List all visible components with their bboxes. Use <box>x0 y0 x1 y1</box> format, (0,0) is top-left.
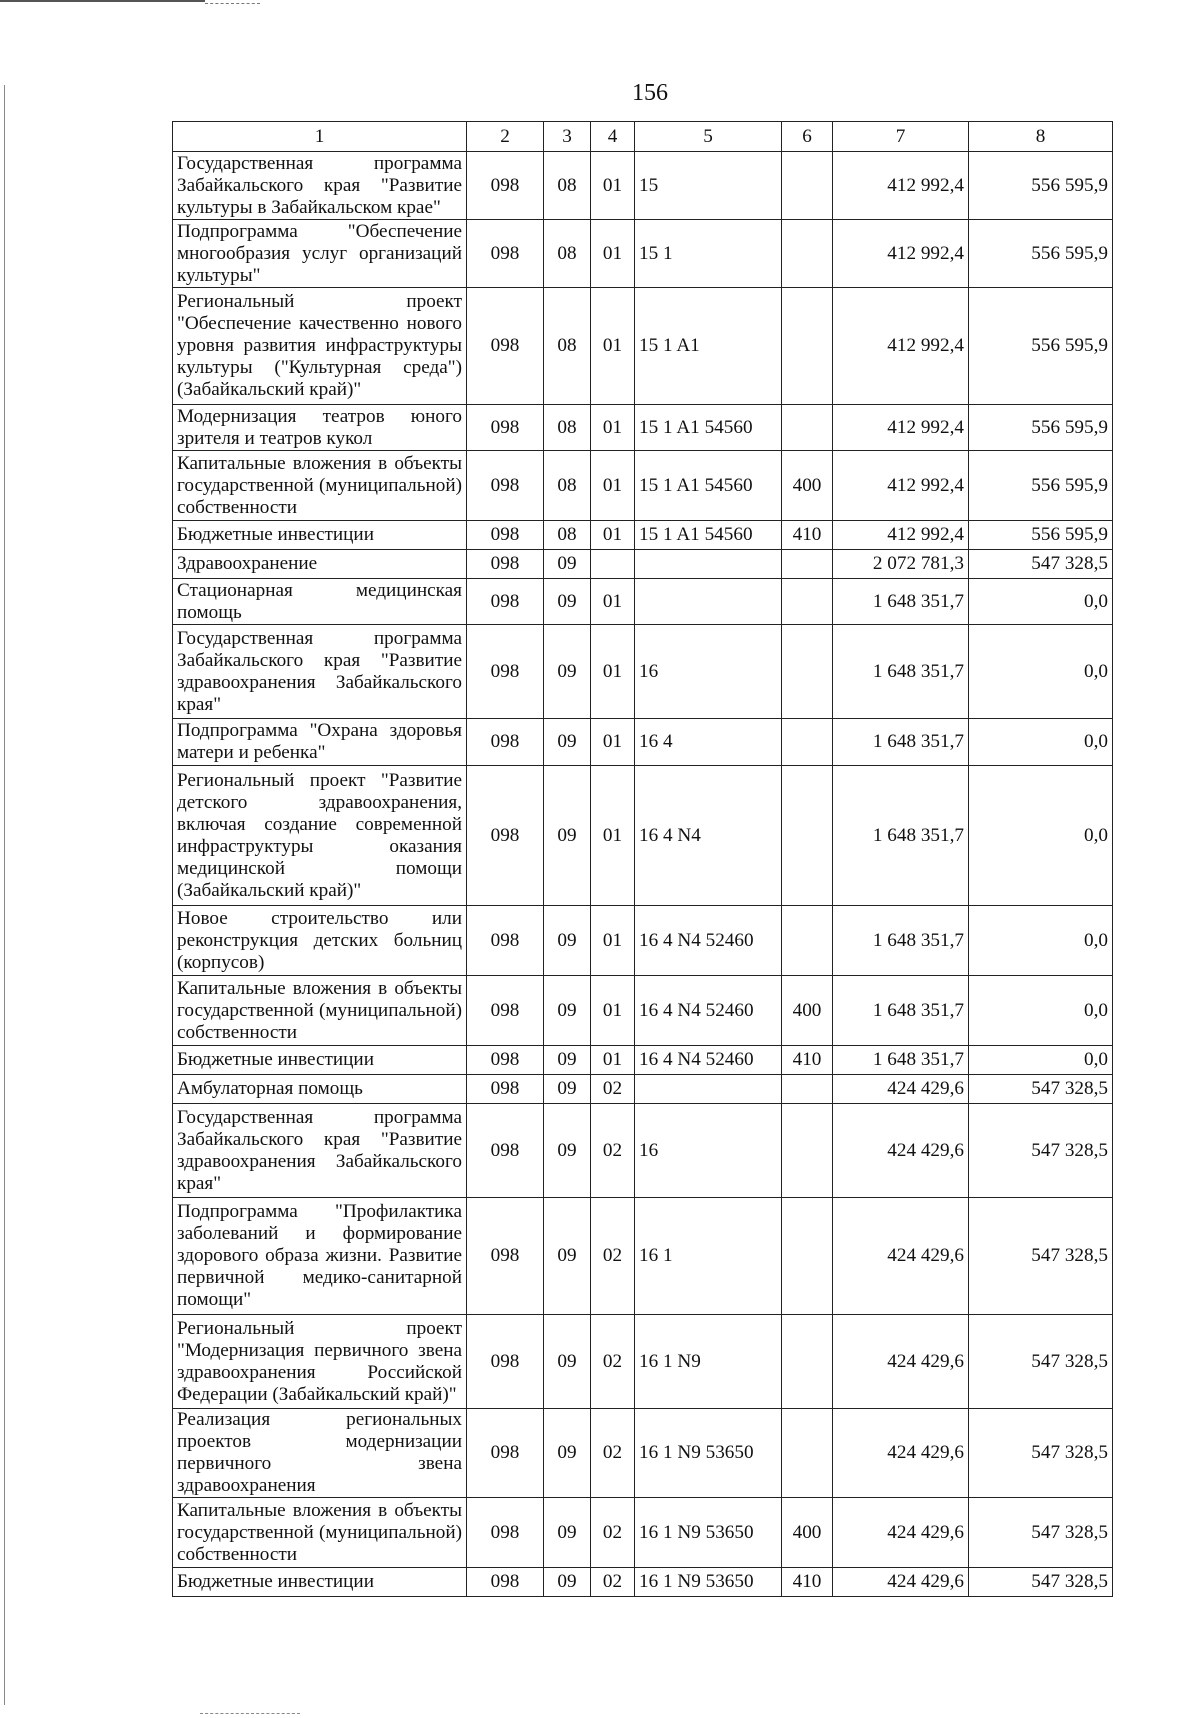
cell-col7: 424 429,6 <box>833 1104 969 1198</box>
cell-col3: 08 <box>544 521 591 550</box>
table-row <box>173 1104 1113 1198</box>
cell-col3: 09 <box>544 1075 591 1104</box>
cell-col4: 01 <box>591 220 635 288</box>
cell-col5: 15 <box>635 152 782 220</box>
cell-col5: 16 1 N9 53650 <box>635 1568 782 1597</box>
cell-col8: 0,0 <box>969 766 1113 906</box>
cell-col7: 1 648 351,7 <box>833 1046 969 1075</box>
column-header: 8 <box>969 122 1113 152</box>
table-row <box>173 1198 1113 1315</box>
cell-col6 <box>782 550 833 579</box>
cell-col2: 098 <box>467 451 544 521</box>
table-row <box>173 719 1113 766</box>
cell-col2: 098 <box>467 625 544 719</box>
cell-col8: 0,0 <box>969 1046 1113 1075</box>
cell-col5: 16 <box>635 625 782 719</box>
row-name: Подпрограмма "Охрана здоровья матери и ребенка" <box>173 719 467 766</box>
cell-col3: 09 <box>544 550 591 579</box>
cell-col6 <box>782 152 833 220</box>
cell-col6: 410 <box>782 521 833 550</box>
cell-col3: 08 <box>544 220 591 288</box>
row-name: Амбулаторная помощь <box>173 1075 467 1104</box>
row-name: Реализация региональных проектов модернизации первичного звена здравоохранения <box>173 1409 467 1498</box>
row-name: Подпрограмма "Обеспечение многообразия услуг организаций культуры" <box>173 220 467 288</box>
cell-col5: 16 4 N4 52460 <box>635 976 782 1046</box>
cell-col2: 098 <box>467 288 544 405</box>
table-row <box>173 405 1113 451</box>
cell-col7: 424 429,6 <box>833 1409 969 1498</box>
cell-col3: 08 <box>544 451 591 521</box>
cell-col8: 547 328,5 <box>969 1075 1113 1104</box>
table-row <box>173 906 1113 976</box>
row-name: Государственная программа Забайкальского края "Развитие здравоохранения Забайкальского края" <box>173 1104 467 1198</box>
cell-col6: 400 <box>782 451 833 521</box>
column-header: 1 <box>173 122 467 152</box>
cell-col8: 0,0 <box>969 906 1113 976</box>
cell-col6 <box>782 1075 833 1104</box>
cell-col4: 02 <box>591 1198 635 1315</box>
cell-col2: 098 <box>467 1104 544 1198</box>
column-header: 6 <box>782 122 833 152</box>
row-name: Капитальные вложения в объекты государственной (муниципальной) собственности <box>173 451 467 521</box>
cell-col8: 0,0 <box>969 976 1113 1046</box>
cell-col5: 16 1 N9 53650 <box>635 1409 782 1498</box>
cell-col6 <box>782 220 833 288</box>
cell-col8: 556 595,9 <box>969 521 1113 550</box>
cell-col8: 547 328,5 <box>969 1498 1113 1568</box>
cell-col3: 09 <box>544 1498 591 1568</box>
cell-col6 <box>782 1315 833 1409</box>
table-row <box>173 521 1113 550</box>
cell-col4: 01 <box>591 288 635 405</box>
row-name: Региональный проект "Обеспечение качественно нового уровня развития инфраструктуры культуры ("Культурная среда") (Забайкальский край)" <box>173 288 467 405</box>
cell-col2: 098 <box>467 579 544 625</box>
row-name: Стационарная медицинская помощь <box>173 579 467 625</box>
cell-col8: 0,0 <box>969 625 1113 719</box>
row-name: Государственная программа Забайкальского края "Развитие здравоохранения Забайкальского края" <box>173 625 467 719</box>
scan-edge-left <box>4 85 5 1705</box>
cell-col4 <box>591 550 635 579</box>
cell-col5: 16 <box>635 1104 782 1198</box>
cell-col2: 098 <box>467 906 544 976</box>
cell-col7: 424 429,6 <box>833 1568 969 1597</box>
cell-col6 <box>782 288 833 405</box>
cell-col7: 412 992,4 <box>833 521 969 550</box>
cell-col5: 16 1 N9 53650 <box>635 1498 782 1568</box>
cell-col7: 412 992,4 <box>833 220 969 288</box>
cell-col4: 02 <box>591 1315 635 1409</box>
cell-col3: 09 <box>544 625 591 719</box>
table-row <box>173 550 1113 579</box>
cell-col6 <box>782 625 833 719</box>
cell-col8: 547 328,5 <box>969 1409 1113 1498</box>
cell-col2: 098 <box>467 152 544 220</box>
cell-col8: 547 328,5 <box>969 1198 1113 1315</box>
page-number: 156 <box>632 80 668 106</box>
row-name: Капитальные вложения в объекты государственной (муниципальной) собственности <box>173 1498 467 1568</box>
cell-col5: 15 1 A1 54560 <box>635 521 782 550</box>
cell-col7: 2 072 781,3 <box>833 550 969 579</box>
cell-col7: 1 648 351,7 <box>833 579 969 625</box>
cell-col7: 412 992,4 <box>833 405 969 451</box>
cell-col6 <box>782 1198 833 1315</box>
table-row <box>173 220 1113 288</box>
table-row <box>173 288 1113 405</box>
cell-col2: 098 <box>467 220 544 288</box>
cell-col3: 09 <box>544 1315 591 1409</box>
row-name: Бюджетные инвестиции <box>173 1568 467 1597</box>
cell-col6 <box>782 1409 833 1498</box>
cell-col4: 01 <box>591 976 635 1046</box>
cell-col2: 098 <box>467 766 544 906</box>
cell-col7: 424 429,6 <box>833 1075 969 1104</box>
cell-col4: 01 <box>591 766 635 906</box>
cell-col2: 098 <box>467 1315 544 1409</box>
cell-col4: 02 <box>591 1409 635 1498</box>
table-row <box>173 1315 1113 1409</box>
cell-col4: 02 <box>591 1075 635 1104</box>
cell-col3: 09 <box>544 719 591 766</box>
row-name: Бюджетные инвестиции <box>173 521 467 550</box>
cell-col4: 01 <box>591 405 635 451</box>
cell-col6: 410 <box>782 1568 833 1597</box>
cell-col8: 547 328,5 <box>969 1568 1113 1597</box>
scan-edge-top-dashed <box>205 3 260 4</box>
cell-col5 <box>635 550 782 579</box>
cell-col3: 08 <box>544 288 591 405</box>
row-name: Государственная программа Забайкальского края "Развитие культуры в Забайкальском крае" <box>173 152 467 220</box>
cell-col6 <box>782 766 833 906</box>
table-row <box>173 1046 1113 1075</box>
cell-col2: 098 <box>467 1198 544 1315</box>
cell-col7: 424 429,6 <box>833 1498 969 1568</box>
table-row <box>173 1498 1113 1568</box>
cell-col8: 547 328,5 <box>969 550 1113 579</box>
cell-col2: 098 <box>467 976 544 1046</box>
table-header-row <box>173 122 1113 152</box>
cell-col3: 09 <box>544 1104 591 1198</box>
cell-col3: 09 <box>544 906 591 976</box>
cell-col6 <box>782 405 833 451</box>
cell-col5: 16 4 <box>635 719 782 766</box>
cell-col3: 09 <box>544 579 591 625</box>
cell-col7: 1 648 351,7 <box>833 766 969 906</box>
budget-table <box>172 121 1113 1597</box>
cell-col6: 400 <box>782 1498 833 1568</box>
cell-col8: 547 328,5 <box>969 1104 1113 1198</box>
cell-col7: 1 648 351,7 <box>833 976 969 1046</box>
cell-col2: 098 <box>467 1409 544 1498</box>
cell-col5: 16 1 <box>635 1198 782 1315</box>
row-name: Модернизация театров юного зрителя и театров кукол <box>173 405 467 451</box>
cell-col7: 424 429,6 <box>833 1315 969 1409</box>
cell-col8: 0,0 <box>969 719 1113 766</box>
row-name: Капитальные вложения в объекты государственной (муниципальной) собственности <box>173 976 467 1046</box>
table-row <box>173 976 1113 1046</box>
row-name: Региональный проект "Модернизация первичного звена здравоохранения Российской Федерации (Забайкальский край)" <box>173 1315 467 1409</box>
cell-col5 <box>635 579 782 625</box>
column-header: 4 <box>591 122 635 152</box>
cell-col6: 410 <box>782 1046 833 1075</box>
cell-col8: 556 595,9 <box>969 451 1113 521</box>
scan-edge-bottom <box>200 1713 300 1714</box>
row-name: Бюджетные инвестиции <box>173 1046 467 1075</box>
cell-col4: 02 <box>591 1498 635 1568</box>
cell-col4: 01 <box>591 521 635 550</box>
cell-col4: 01 <box>591 625 635 719</box>
cell-col2: 098 <box>467 719 544 766</box>
cell-col7: 1 648 351,7 <box>833 906 969 976</box>
cell-col2: 098 <box>467 1498 544 1568</box>
cell-col8: 556 595,9 <box>969 288 1113 405</box>
row-name: Новое строительство или реконструкция детских больниц (корпусов) <box>173 906 467 976</box>
scan-edge-top <box>0 0 205 2</box>
cell-col4: 01 <box>591 906 635 976</box>
cell-col7: 1 648 351,7 <box>833 625 969 719</box>
cell-col5: 15 1 <box>635 220 782 288</box>
cell-col5: 16 4 N4 52460 <box>635 1046 782 1075</box>
cell-col4: 01 <box>591 1046 635 1075</box>
column-header: 7 <box>833 122 969 152</box>
cell-col3: 09 <box>544 766 591 906</box>
table-row <box>173 766 1113 906</box>
cell-col8: 0,0 <box>969 579 1113 625</box>
cell-col7: 412 992,4 <box>833 152 969 220</box>
cell-col3: 09 <box>544 1046 591 1075</box>
cell-col3: 09 <box>544 976 591 1046</box>
cell-col2: 098 <box>467 521 544 550</box>
cell-col3: 09 <box>544 1198 591 1315</box>
cell-col3: 08 <box>544 152 591 220</box>
cell-col2: 098 <box>467 1075 544 1104</box>
table-row <box>173 579 1113 625</box>
cell-col5: 16 1 N9 <box>635 1315 782 1409</box>
cell-col7: 412 992,4 <box>833 288 969 405</box>
cell-col3: 08 <box>544 405 591 451</box>
table-row <box>173 1409 1113 1498</box>
table-row <box>173 1075 1113 1104</box>
cell-col5: 15 1 A1 54560 <box>635 451 782 521</box>
cell-col2: 098 <box>467 1046 544 1075</box>
cell-col8: 547 328,5 <box>969 1315 1113 1409</box>
cell-col4: 01 <box>591 152 635 220</box>
cell-col8: 556 595,9 <box>969 152 1113 220</box>
cell-col7: 424 429,6 <box>833 1198 969 1315</box>
cell-col6 <box>782 1104 833 1198</box>
cell-col2: 098 <box>467 1568 544 1597</box>
table-row <box>173 152 1113 220</box>
cell-col4: 01 <box>591 719 635 766</box>
cell-col8: 556 595,9 <box>969 220 1113 288</box>
cell-col5 <box>635 1075 782 1104</box>
cell-col6 <box>782 906 833 976</box>
cell-col5: 15 1 A1 54560 <box>635 405 782 451</box>
column-header: 3 <box>544 122 591 152</box>
cell-col6 <box>782 719 833 766</box>
row-name: Региональный проект "Развитие детского здравоохранения, включая создание современной инфраструктуры оказания медицинской помощи (Забайкальский край)" <box>173 766 467 906</box>
cell-col4: 02 <box>591 1104 635 1198</box>
cell-col2: 098 <box>467 550 544 579</box>
cell-col7: 1 648 351,7 <box>833 719 969 766</box>
row-name: Подпрограмма "Профилактика заболеваний и формирование здорового образа жизни. Развитие первичной медико-санитарной помощи" <box>173 1198 467 1315</box>
table-row <box>173 451 1113 521</box>
cell-col5: 16 4 N4 <box>635 766 782 906</box>
table-row <box>173 625 1113 719</box>
column-header: 5 <box>635 122 782 152</box>
table-row <box>173 1568 1113 1597</box>
cell-col3: 09 <box>544 1568 591 1597</box>
column-header: 2 <box>467 122 544 152</box>
row-name: Здравоохранение <box>173 550 467 579</box>
cell-col3: 09 <box>544 1409 591 1498</box>
cell-col5: 15 1 A1 <box>635 288 782 405</box>
cell-col7: 412 992,4 <box>833 451 969 521</box>
cell-col2: 098 <box>467 405 544 451</box>
cell-col4: 02 <box>591 1568 635 1597</box>
cell-col4: 01 <box>591 579 635 625</box>
cell-col4: 01 <box>591 451 635 521</box>
cell-col6 <box>782 579 833 625</box>
cell-col8: 556 595,9 <box>969 405 1113 451</box>
cell-col5: 16 4 N4 52460 <box>635 906 782 976</box>
cell-col6: 400 <box>782 976 833 1046</box>
